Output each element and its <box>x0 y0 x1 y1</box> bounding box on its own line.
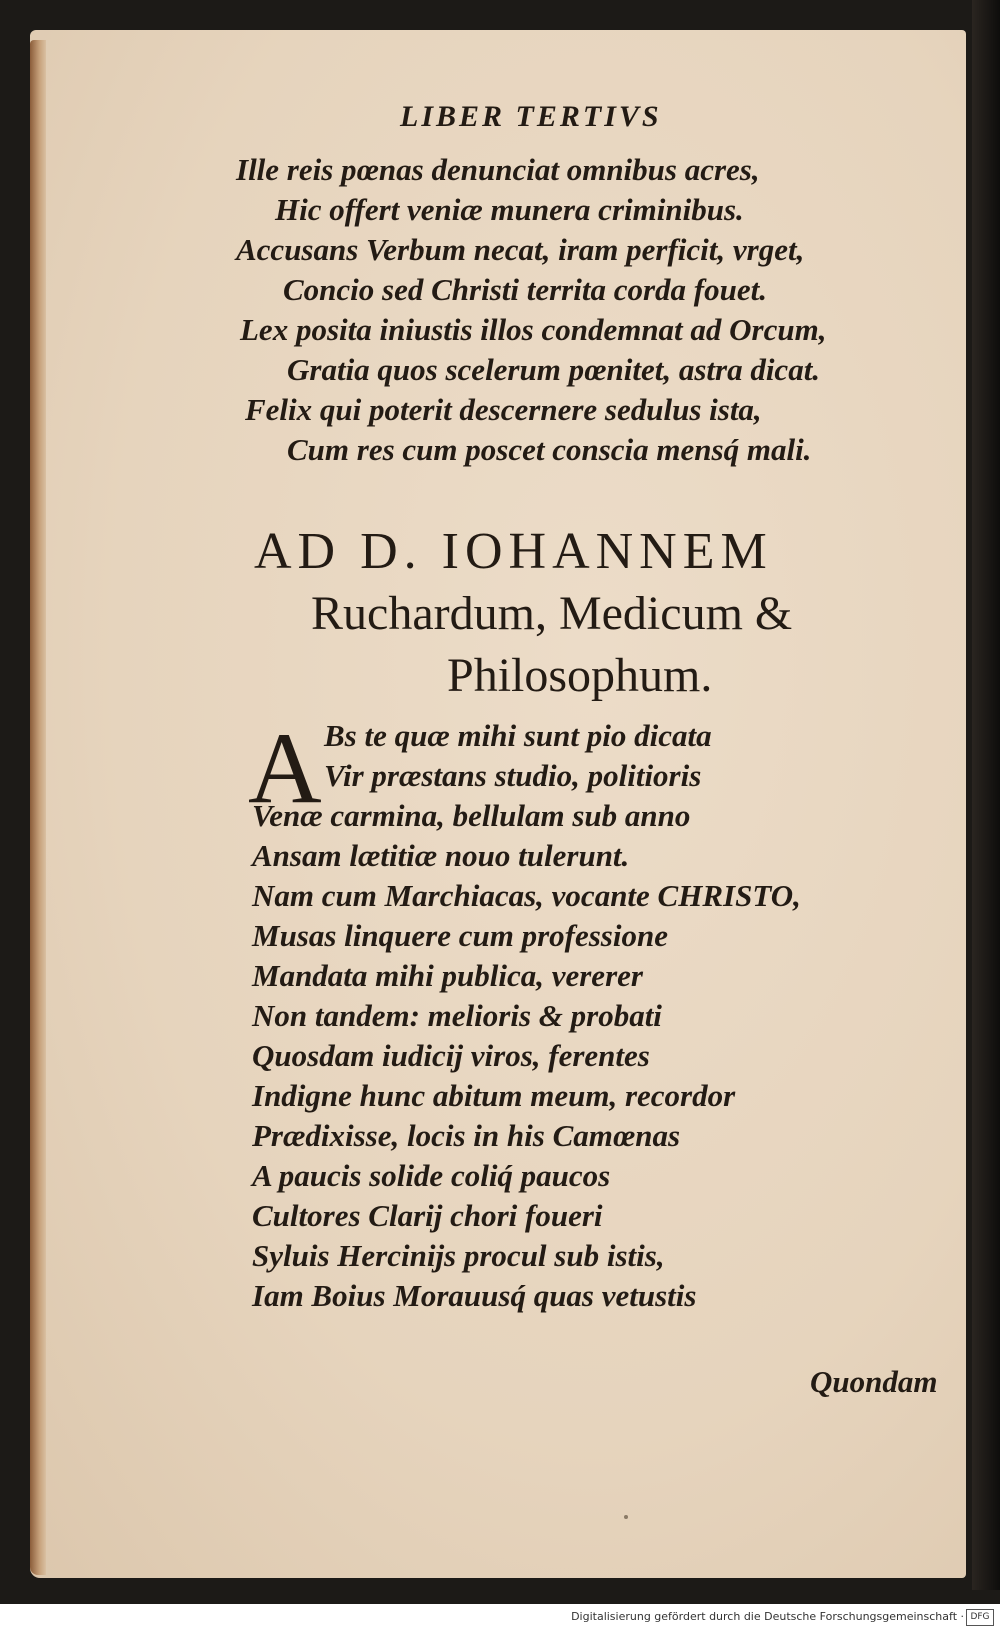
ink-speck <box>624 1515 628 1519</box>
poem1-line: Felix qui poterit descernere sedulus ista, <box>245 392 762 427</box>
poem2-line: Musas linquere cum professione <box>252 918 668 953</box>
poem1-line: Cum res cum poscet conscia mensq́ mali. <box>287 432 812 467</box>
poem2-line: Nam cum Marchiacas, vocante CHRISTO, <box>252 878 801 913</box>
poem2-line: Cultores Clarij chori foueri <box>252 1198 603 1233</box>
book-cover-edge <box>972 0 1000 1590</box>
dfg-logo: DFG <box>966 1609 994 1626</box>
poem1-line: Gratia quos scelerum pœnitet, astra dicat. <box>287 352 821 387</box>
poem2-line: Bs te quæ mihi sunt pio dicata <box>324 718 712 753</box>
poem-title-line-1: AD D. IOHANNEM <box>254 523 773 580</box>
catchword: Quondam <box>810 1364 938 1399</box>
poem2-line: Syluis Hercinijs procul sub istis, <box>252 1238 665 1273</box>
poem2-line: Iam Boius Morauusq́ quas vetustis <box>252 1278 697 1313</box>
poem1-line: Accusans Verbum necat, iram perficit, vrget, <box>236 232 805 267</box>
footer-credit: Digitalisierung gefördert durch die Deutsche Forschungsgemeinschaft · <box>571 1610 964 1623</box>
poem1-line: Hic offert veniæ munera criminibus. <box>275 192 744 227</box>
poem-title-line-2: Ruchardum, Medicum & <box>311 587 793 640</box>
digitization-footer <box>0 1604 1000 1631</box>
poem1-line: Lex posita iniustis illos condemnat ad Orcum, <box>240 312 827 347</box>
poem2-line: Prædixisse, locis in his Camœnas <box>252 1118 681 1153</box>
poem-title-line-3: Philosophum. <box>447 649 713 702</box>
drop-cap: A <box>248 712 322 825</box>
poem1-line: Ille reis pœnas denunciat omnibus acres, <box>236 152 760 187</box>
page-edge <box>30 40 46 1575</box>
poem2-line: A paucis solide coliq́ paucos <box>252 1158 611 1193</box>
poem2-line: Indigne hunc abitum meum, recordor <box>252 1078 736 1113</box>
poem2-line: Venæ carmina, bellulam sub anno <box>252 798 691 833</box>
running-head: LIBER TERTIVS <box>400 100 662 133</box>
poem2-line: Non tandem: melioris & probati <box>252 998 662 1033</box>
poem2-line: Vir præstans studio, politioris <box>324 758 702 793</box>
poem1-line: Concio sed Christi territa corda fouet. <box>283 272 767 307</box>
poem2-line: Quosdam iudicij viros, ferentes <box>252 1038 650 1073</box>
poem2-line: Ansam lætitiæ nouo tulerunt. <box>252 838 630 873</box>
poem2-line: Mandata mihi publica, vererer <box>252 958 643 993</box>
